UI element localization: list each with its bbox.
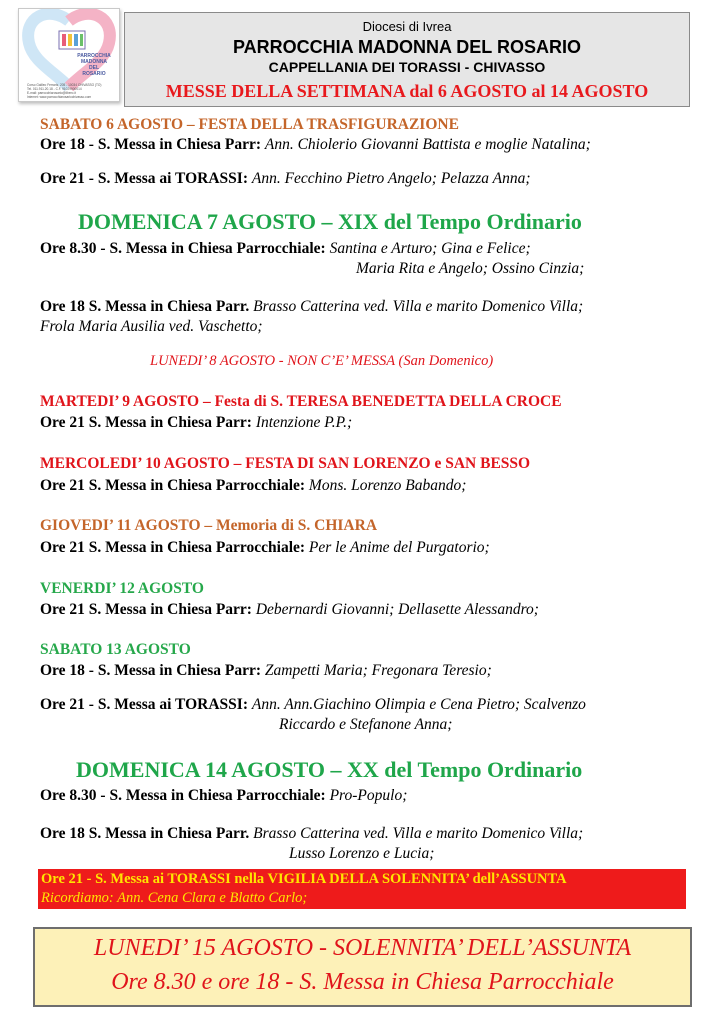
- sunday-14-mass-2: [40, 825, 583, 843]
- mass-intentions: Brasso Catterina ved. Villa e marito Domenico Villa;: [253, 298, 584, 315]
- mass-intentions: Ann. Chiolerio Giovanni Battista e moglie Natalina;: [264, 136, 591, 153]
- mass-intentions: Ann. Fecchino Pietro Angelo; Pelazza Anna;: [251, 170, 531, 187]
- mass-time: Ore 18 S. Messa in Chiesa Parr.: [40, 825, 250, 842]
- mass-time: Ore 21 - S. Messa ai TORASSI:: [40, 170, 248, 187]
- wednesday-10-title: MERCOLEDI’ 10 AGOSTO – FESTA DI SAN LORENZO e SAN BESSO: [40, 455, 531, 472]
- sunday-7-mass-2: [40, 298, 583, 316]
- saturday-13-mass-1: [40, 662, 492, 680]
- mass-intentions: Debernardi Giovanni; Dellasette Alessandro;: [255, 601, 539, 618]
- tuesday-9-mass: [40, 414, 352, 432]
- mass-time: Ore 8.30 - S. Messa in Chiesa Parrocchiale:: [40, 787, 326, 804]
- sunday-7-mass-1: [40, 240, 531, 258]
- sunday-14-title: DOMENICA 14 AGOSTO – XX del Tempo Ordinario: [76, 757, 583, 782]
- mass-time: Ore 21 S. Messa in Chiesa Parrocchiale:: [40, 477, 306, 494]
- mass-time: Ore 21 - S. Messa ai TORASSI:: [40, 696, 248, 713]
- mass-time: Ore 21 S. Messa in Chiesa Parrocchiale:: [40, 539, 306, 556]
- logo-line3: DEL: [89, 65, 99, 71]
- assumption-title: LUNEDI’ 15 AGOSTO - SOLENNITA’ DELL’ASSUNTA: [93, 935, 632, 961]
- mass-intentions: Zampetti Maria; Fregonara Teresio;: [264, 662, 492, 679]
- diocese-label: Diocesi di Ivrea: [362, 19, 452, 34]
- sunday-7-mass-1-cont: Maria Rita e Angelo; Ossino Cinzia;: [356, 260, 585, 277]
- sunday-7-title: DOMENICA 7 AGOSTO – XIX del Tempo Ordinario: [78, 209, 582, 234]
- mass-time: Ore 18 - S. Messa in Chiesa Parr:: [40, 136, 261, 153]
- mass-intentions: Brasso Catterina ved. Villa e marito Domenico Villa;: [253, 825, 584, 842]
- logo-line4: ROSARIO: [82, 71, 106, 77]
- thursday-11-mass: [40, 539, 490, 557]
- saturday-13-mass-2-cont: Riccardo e Stefanone Anna;: [279, 716, 453, 733]
- mass-intentions: Intenzione P.P.;: [255, 414, 353, 431]
- tuesday-9-title: MARTEDI’ 9 AGOSTO – Festa di S. TERESA BENEDETTA DELLA CROCE: [40, 393, 562, 410]
- saturday-6-mass-1: [40, 136, 591, 154]
- sunday-14-mass-2-cont: Lusso Lorenzo e Lucia;: [289, 845, 435, 862]
- logo-line2: MADONNA: [80, 59, 108, 65]
- header-box: [124, 12, 690, 107]
- parish-logo: [18, 8, 120, 102]
- sunday-7-mass-2-cont: Frola Maria Ausilia ved. Vaschetto;: [40, 318, 263, 335]
- vigil-intentions: Ricordiamo: Ann. Cena Clara e Blatto Carlo;: [41, 890, 308, 906]
- logo-line1: PARROCCHIA: [77, 53, 111, 59]
- wednesday-10-mass: [40, 477, 466, 495]
- mass-time: Ore 21 S. Messa in Chiesa Parr:: [40, 601, 252, 618]
- mass-intentions: Mons. Lorenzo Babando;: [308, 477, 467, 494]
- mass-time: Ore 8.30 - S. Messa in Chiesa Parrocchiale:: [40, 240, 326, 257]
- assumption-box: [33, 927, 692, 1007]
- assumption-masses: Ore 8.30 e ore 18 - S. Messa in Chiesa Parrocchiale: [111, 969, 614, 995]
- saturday-13-title: SABATO 13 AGOSTO: [40, 641, 191, 658]
- logo-phone: Tel. 011.911.20.18 - C.F. 91029900014: [27, 87, 82, 91]
- sunday-14-mass-1: [40, 787, 407, 805]
- logo-title: [71, 53, 117, 77]
- vigil-mass: Ore 21 - S. Messa ai TORASSI nella VIGILIA DELLA SOLENNITA’ dell’ASSUNTA: [41, 871, 567, 887]
- friday-12-title: VENERDI’ 12 AGOSTO: [40, 580, 204, 597]
- saturday-6-title: SABATO 6 AGOSTO – FESTA DELLA TRASFIGURAZIONE: [40, 116, 459, 133]
- mass-intentions: Ann. Ann.Giachino Olimpia e Cena Pietro; Scalvenzo: [251, 696, 586, 713]
- logo-website: Internet: www.parrocchiarosariochivasso.com: [27, 95, 92, 99]
- logo-email: E-mail: parrocchiarosario@libero.it: [27, 91, 76, 95]
- week-masses-title: MESSE DELLA SETTIMANA dal 6 AGOSTO al 14 AGOSTO: [165, 81, 649, 101]
- parish-title: PARROCCHIA MADONNA DEL ROSARIO: [232, 37, 581, 57]
- friday-12-mass: [40, 601, 539, 619]
- mass-time: Ore 18 - S. Messa in Chiesa Parr:: [40, 662, 261, 679]
- monday-8-notice: LUNEDI’ 8 AGOSTO - NON C’E’ MESSA (San Domenico): [150, 353, 494, 369]
- mass-time: Ore 21 S. Messa in Chiesa Parr:: [40, 414, 252, 431]
- thursday-11-title: GIOVEDI’ 11 AGOSTO – Memoria di S. CHIARA: [40, 517, 378, 534]
- mass-time: Ore 18 S. Messa in Chiesa Parr.: [40, 298, 250, 315]
- mass-intentions: Pro-Populo;: [329, 787, 408, 804]
- chaplaincy-title: CAPPELLANIA DEI TORASSI - CHIVASSO: [268, 59, 546, 75]
- saturday-13-mass-2: [40, 696, 586, 714]
- saturday-6-mass-2: [40, 170, 531, 188]
- mass-intentions: Per le Anime del Purgatorio;: [308, 539, 490, 556]
- vigil-banner: [38, 869, 686, 909]
- mass-intentions: Santina e Arturo; Gina e Felice;: [329, 240, 531, 257]
- logo-address: Corso Galileo Ferraris, 205 - 10034 CHIVASSO (TO): [27, 83, 102, 87]
